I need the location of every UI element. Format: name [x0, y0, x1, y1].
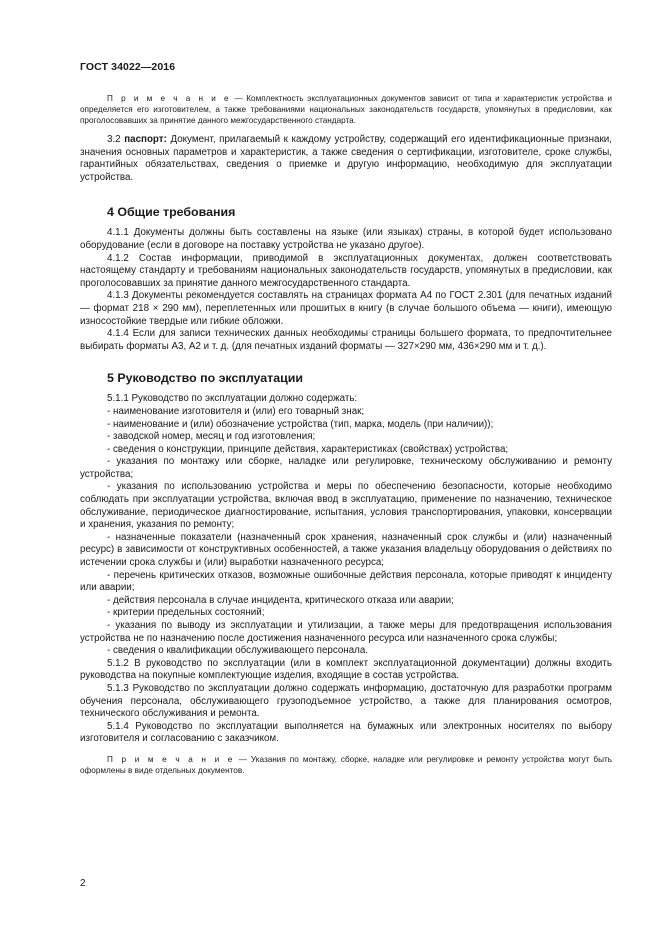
list-item: - наименование изготовителя и (или) его товарный знак; [107, 405, 365, 417]
note-text: — Указания по монтажу, сборке, наладке или регулировке и ремонту устройства могут быть оформлены в виде отдельных документов. [80, 754, 612, 775]
paragraph-4-1-4: 4.1.4 Если для записи технических данных необходимы страницы большего формата, то предпочтительнее выбирать форматы А3, А2 и т. д. (для печатных изданий форматы — 327×290 мм, 436×290 мм и т. д.). [80, 328, 612, 352]
list-item: - наименование и (или) обозначение устройства (тип, марка, модель (при наличии)); [107, 418, 494, 430]
paragraph-4-1-3: 4.1.3 Документы рекомендуется составлять на страницах формата А4 по ГОСТ 2.301 (для печатных изданий — формат 218 × 290 мм), переплетенных или прошитых в книгу (в случае большого объема — книги), имеющую износостойкие твердые или гибкие обложки. [80, 290, 612, 327]
list-item: - критерии предельных состояний; [107, 607, 265, 619]
paragraph-5-1-1: 5.1.1 Руководство по эксплуатации должно содержать: [107, 393, 358, 405]
note-label: П р и м е ч а н и е [107, 94, 231, 103]
page-number: 2 [80, 878, 86, 889]
section-4-heading: 4 Общие требования [107, 205, 236, 220]
definition-text: Документ, прилагаемый к каждому устройству, содержащий его идентификационные признаки, значения основных параметров и характеристик, а также сведения о сертификации, изготовителе, сроке службы, гарантийных обязательствах, сведения о приемке и другую информацию, необходимую для эксплуатации устройства. [80, 134, 612, 183]
paragraph-5-1-2: 5.1.2 В руководство по эксплуатации (или в комплект эксплуатационной документации) должны входить руководства на покупные комплектующие изделия, входящие в состав устройства. [80, 657, 612, 682]
list-item: - указания по использованию устройства и меры по обеспечению безопасности, которые необходимо соблюдать при эксплуатации устройства, включая ввод в эксплуатацию, применение по назначению, техническое обслуживание, периодическое диагностирование, испытания, условия транспортирования, упаковки, консервации и хранения, указания по ремонту; [80, 481, 612, 531]
definition-passport [80, 134, 612, 184]
list-item: - заводской номер, месяц и год изготовления; [107, 431, 316, 443]
standard-code-header: ГОСТ 34022—2016 [80, 61, 176, 73]
list-item: - сведения о квалификации обслуживающего персонала. [107, 645, 369, 657]
page-content [80, 93, 612, 776]
list-item: - назначенные показатели (назначенный срок хранения, назначенный срок службы и (или) назначенный ресурс) в зависимости от конструктивных особенностей, а также указания владельцу оборудования о действиях по истечении срока службы и (или) выработки назначенного ресурса; [80, 531, 612, 569]
list-item: - действия персонала в случае инцидента, критического отказа или аварии; [107, 594, 454, 606]
paragraph-4-1-2: 4.1.2 Состав информации, приводимой в эксплуатационных документах, должен соответствовать настоящему стандарту и требованиям национальных законодательств государств, упомянутых в предисловии, как проголосовавших за принятие данного межгосударственного стандарта. [80, 252, 612, 289]
note-text: — Комплектность эксплуатационных документов зависит от типа и характеристик устройства и определяется его изготовителем, а также требованиями национальных законодательств государств, упомянутых в предисловии, как проголосовавших за принятие данного межгосударственного стандарта. [80, 94, 612, 125]
list-item: - перечень критических отказов, возможные ошибочные действия персонала, которые приводят к инциденту или аварии; [80, 569, 612, 594]
definition-number: 3.2 [107, 134, 125, 145]
note-label: П р и м е ч а н и е [107, 754, 235, 764]
list-item: - указания по выводу из эксплуатации и утилизации, а также меры для предотвращения использования устройства не по назначению после достижения назначенного ресурса или назначенного срока службы; [80, 620, 612, 644]
paragraph-5-1-4: 5.1.4 Руководство по эксплуатации выполняется на бумажных или электронных носителях по выбору изготовителя и согласованию с заказчиком. [80, 720, 612, 745]
list-item: - указания по монтажу или сборке, наладке или регулировке, техническому обслуживанию и ремонту устройства; [80, 456, 612, 480]
note-2 [80, 754, 612, 776]
paragraph-5-1-3: 5.1.3 Руководство по эксплуатации должно содержать информацию, достаточную для разработки программ обучения персонала, обслуживающего грузоподъемное устройство, а также для планирования осмотров, технического обслуживания и ремонта. [80, 682, 612, 720]
definition-term: паспорт: [124, 134, 167, 145]
section-5-heading: 5 Руководство по эксплуатации [107, 371, 303, 386]
paragraph-4-1-1: 4.1.1 Документы должны быть составлены на языке (или языках) страны, в которой будет использовано оборудование (если в договоре на поставку устройства не указано другое). [80, 227, 612, 251]
note-1 [80, 93, 612, 126]
list-item: - сведения о конструкции, принципе действия, характеристиках (свойствах) устройства; [107, 443, 509, 455]
